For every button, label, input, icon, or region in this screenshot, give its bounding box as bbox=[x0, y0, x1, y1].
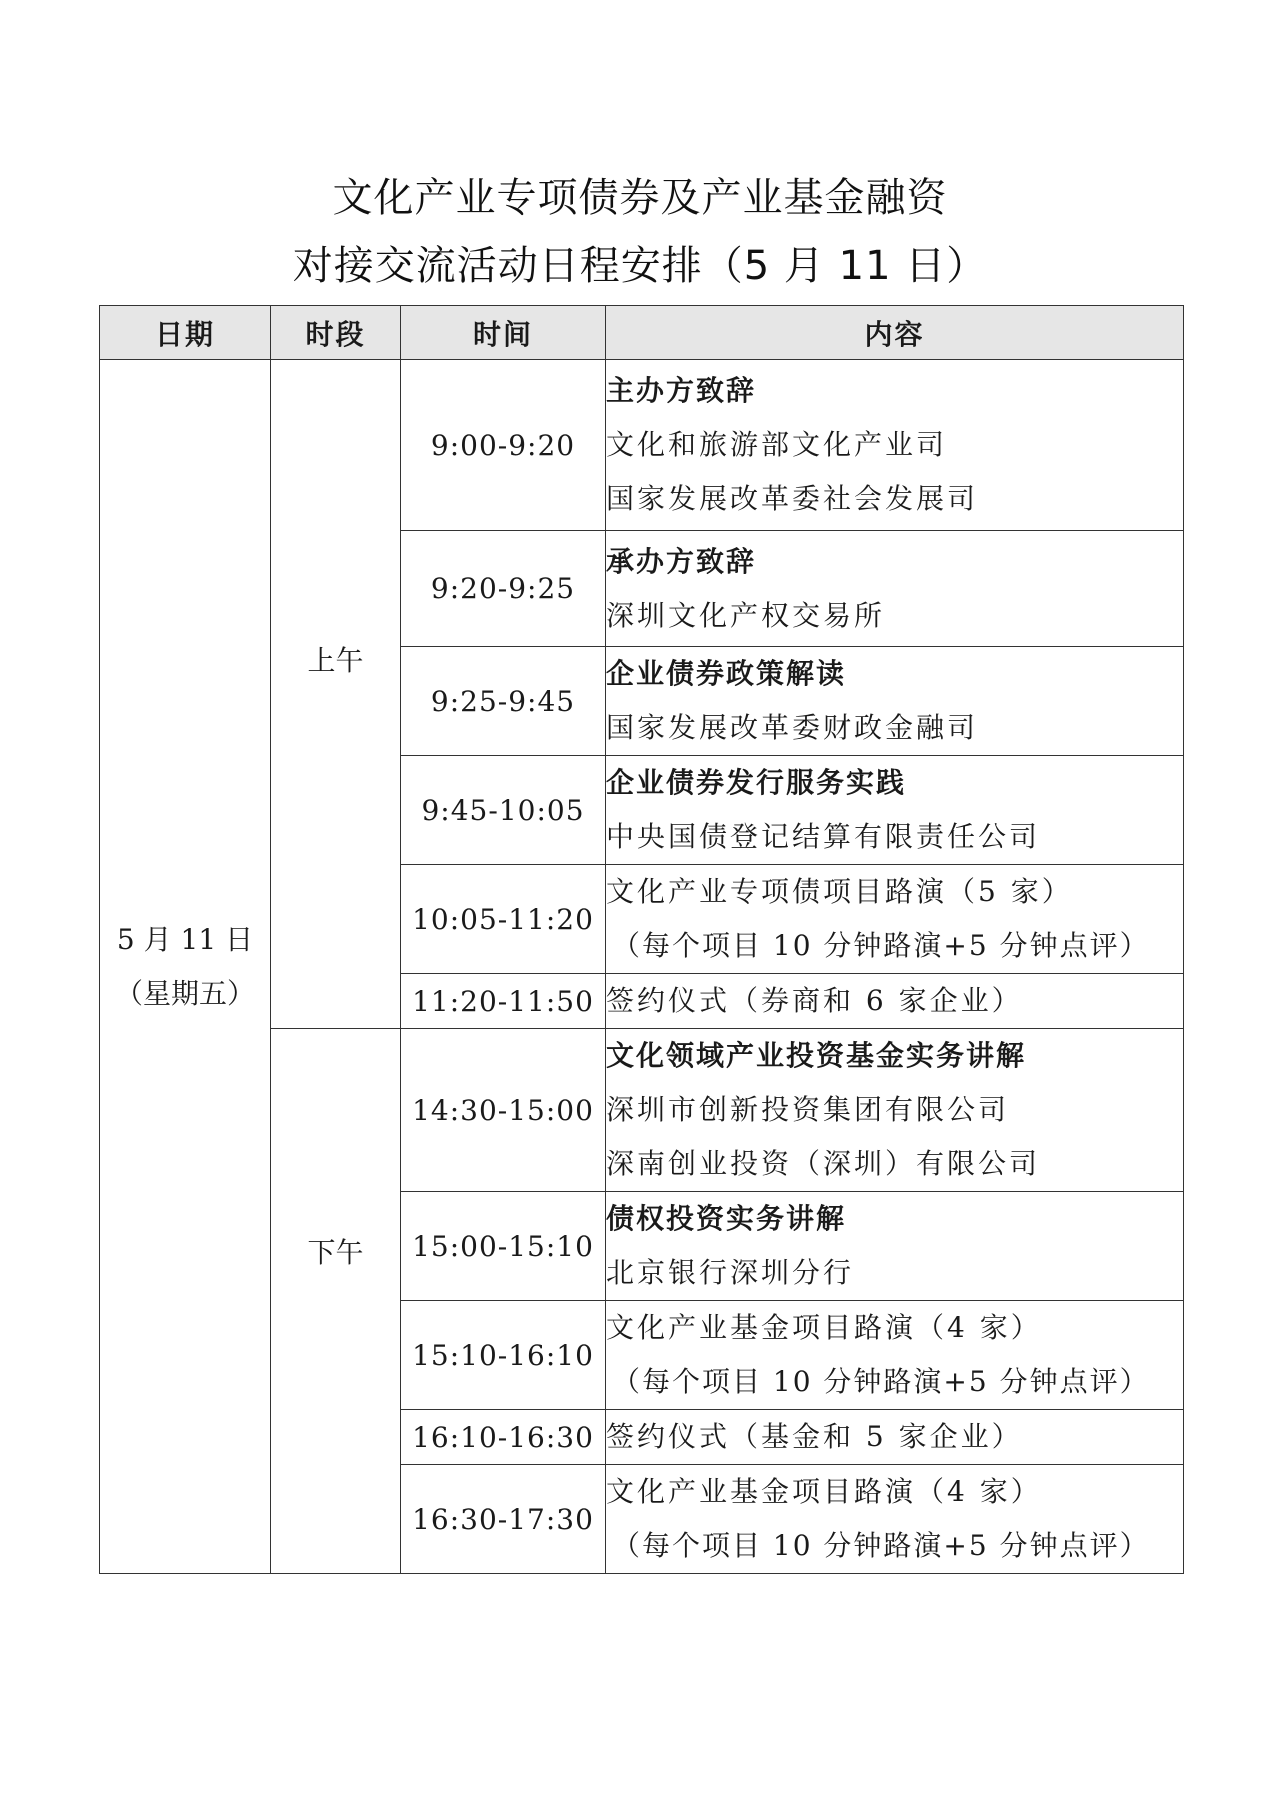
content-line: 文化产业基金项目路演（4 家） bbox=[606, 1311, 1042, 1344]
time-cell: 9:45-10:05 bbox=[401, 756, 606, 865]
period-morning: 上午 bbox=[271, 360, 401, 1029]
header-period: 时段 bbox=[271, 306, 401, 360]
content-cell bbox=[606, 1192, 1184, 1301]
time-cell: 15:10-16:10 bbox=[401, 1301, 606, 1410]
content-cell bbox=[606, 360, 1184, 531]
time-cell: 9:25-9:45 bbox=[401, 647, 606, 756]
content-line: 北京银行深圳分行 bbox=[606, 1256, 855, 1289]
content-line: 企业债券发行服务实践 bbox=[606, 766, 907, 799]
time-cell: 10:05-11:20 bbox=[401, 865, 606, 974]
content-cell bbox=[606, 974, 1184, 1029]
time-cell: 11:20-11:50 bbox=[401, 974, 606, 1029]
header-date: 日期 bbox=[100, 306, 271, 360]
content-line: （每个项目 10 分钟路演+5 分钟点评） bbox=[612, 1365, 1150, 1398]
content-line: 签约仪式（券商和 6 家企业） bbox=[606, 984, 1023, 1017]
time-cell: 9:00-9:20 bbox=[401, 360, 606, 531]
content-cell bbox=[606, 1029, 1184, 1192]
header-time: 时间 bbox=[401, 306, 606, 360]
time-cell: 9:20-9:25 bbox=[401, 531, 606, 647]
header-row bbox=[100, 306, 1184, 360]
content-line: （每个项目 10 分钟路演+5 分钟点评） bbox=[612, 1529, 1150, 1562]
time-cell: 16:30-17:30 bbox=[401, 1465, 606, 1574]
content-line: 深圳市创新投资集团有限公司 bbox=[606, 1093, 1010, 1126]
document-title-line-1: 文化产业专项债券及产业基金融资 bbox=[332, 175, 948, 221]
time-cell: 15:00-15:10 bbox=[401, 1192, 606, 1301]
content-cell bbox=[606, 1410, 1184, 1465]
content-line: 签约仪式（基金和 5 家企业） bbox=[606, 1420, 1023, 1453]
content-line: 文化领域产业投资基金实务讲解 bbox=[606, 1039, 1027, 1072]
content-cell bbox=[606, 647, 1184, 756]
content-line: 债权投资实务讲解 bbox=[606, 1202, 847, 1235]
content-cell bbox=[606, 756, 1184, 865]
content-line: 主办方致辞 bbox=[606, 374, 757, 407]
content-line: 承办方致辞 bbox=[606, 544, 757, 578]
period-afternoon: 下午 bbox=[271, 1029, 401, 1574]
content-cell bbox=[606, 1465, 1184, 1574]
content-line: 企业债券政策解读 bbox=[606, 657, 847, 690]
date-weekday: （星期五） bbox=[114, 976, 255, 1010]
content-line: 文化产业专项债项目路演（5 家） bbox=[606, 875, 1073, 908]
time-cell: 16:10-16:30 bbox=[401, 1410, 606, 1465]
content-line: 深圳文化产权交易所 bbox=[606, 598, 886, 632]
content-line: 深南创业投资（深圳）有限公司 bbox=[606, 1147, 1041, 1180]
time-cell: 14:30-15:00 bbox=[401, 1029, 606, 1192]
content-cell bbox=[606, 531, 1184, 647]
date-day: 5 月 11 日 bbox=[116, 922, 254, 956]
content-line: 国家发展改革委财政金融司 bbox=[606, 711, 979, 744]
content-line: 中央国债登记结算有限责任公司 bbox=[606, 820, 1041, 853]
schedule-table bbox=[99, 305, 1184, 1574]
document-title-line-2: 对接交流活动日程安排（5 月 11 日） bbox=[292, 243, 988, 289]
content-line: 文化产业基金项目路演（4 家） bbox=[606, 1475, 1042, 1508]
date-cell bbox=[100, 360, 271, 1574]
table-row bbox=[100, 360, 1184, 531]
content-line: 文化和旅游部文化产业司 bbox=[606, 428, 948, 461]
content-cell bbox=[606, 1301, 1184, 1410]
header-content: 内容 bbox=[606, 306, 1184, 360]
content-line: 国家发展改革委社会发展司 bbox=[606, 482, 979, 515]
content-cell bbox=[606, 865, 1184, 974]
content-line: （每个项目 10 分钟路演+5 分钟点评） bbox=[612, 929, 1150, 962]
